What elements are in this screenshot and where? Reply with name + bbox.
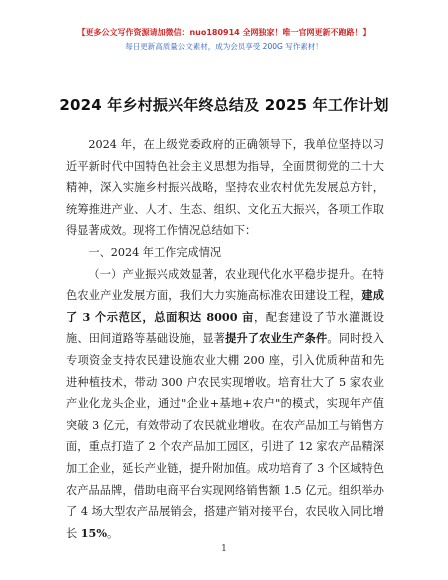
- document-title: 2024 年乡村振兴年终总结及 2025 年工作计划: [59, 96, 389, 114]
- paragraph-text: （一）产业振兴成效显著，农业现代化水平稳步提升。在特色农业产业发展方面，我们大力实施高标准农田建设工程，: [66, 267, 384, 303]
- page-number: 1: [221, 544, 227, 554]
- section-heading: 一、2024 年工作完成情况: [88, 245, 222, 259]
- intro-paragraph: 2024 年，在上级党委政府的正确领导下，我单位坚持以习近平新时代中国特色社会主义思想为指导，全面贯彻党的二十大精神，深入实施乡村振兴战略，坚持农业农村优先发展总方针，统筹推进产业、人才、生态、组织、文化五大振兴，各项工作取得显著成效。现将工作情况总结如下：: [66, 138, 384, 238]
- paragraph-text: ，配套建设了节水灌溉设施、田间道路等基础设施，显著: [66, 310, 384, 346]
- paragraph-bold-text: 提升了农业生产条件: [225, 331, 328, 346]
- paragraph-bold-text: 15%: [80, 525, 107, 540]
- paragraph-bold-text: 建成了 3 个示范区，总面积达 8000 亩: [66, 288, 384, 324]
- promo-banner-line2: 每日更新高质量公文素材，成为会员享受 200G 写作素材！: [125, 42, 323, 51]
- promo-banner-line1: 【更多公文写作资源请加微信：nuo180914 全网独家！唯一官网更新不跑路！】: [77, 28, 371, 37]
- industry-paragraph: [66, 264, 384, 545]
- paragraph-text: 。同时投入专项资金支持农民建设施农业大棚 200 座，引入优质种苗和先进种植技术，带动 300 户农民实现增收。培育壮大了 5 家农业产业化龙头企业，通过"企业+基地+农户"的模式，实现年产值突破 3 亿元，有效带动了农民就业增收。在农产品加工与销售方面，重点打造了 2 个农产品加工园区，引进了 12 家农产品精深加工企业，延长产业链，提升附加值。成功培育了 3 个区域特色农产品品牌，借助电商平台实现网络销售额 1.5 亿元。组织举办了 4 场大型农产品展销会，搭建产销对接平台，农民收入同比增长: [66, 332, 384, 540]
- document-body: [66, 134, 384, 544]
- promo-banner: [0, 26, 448, 53]
- paragraph-text: 。: [106, 526, 119, 540]
